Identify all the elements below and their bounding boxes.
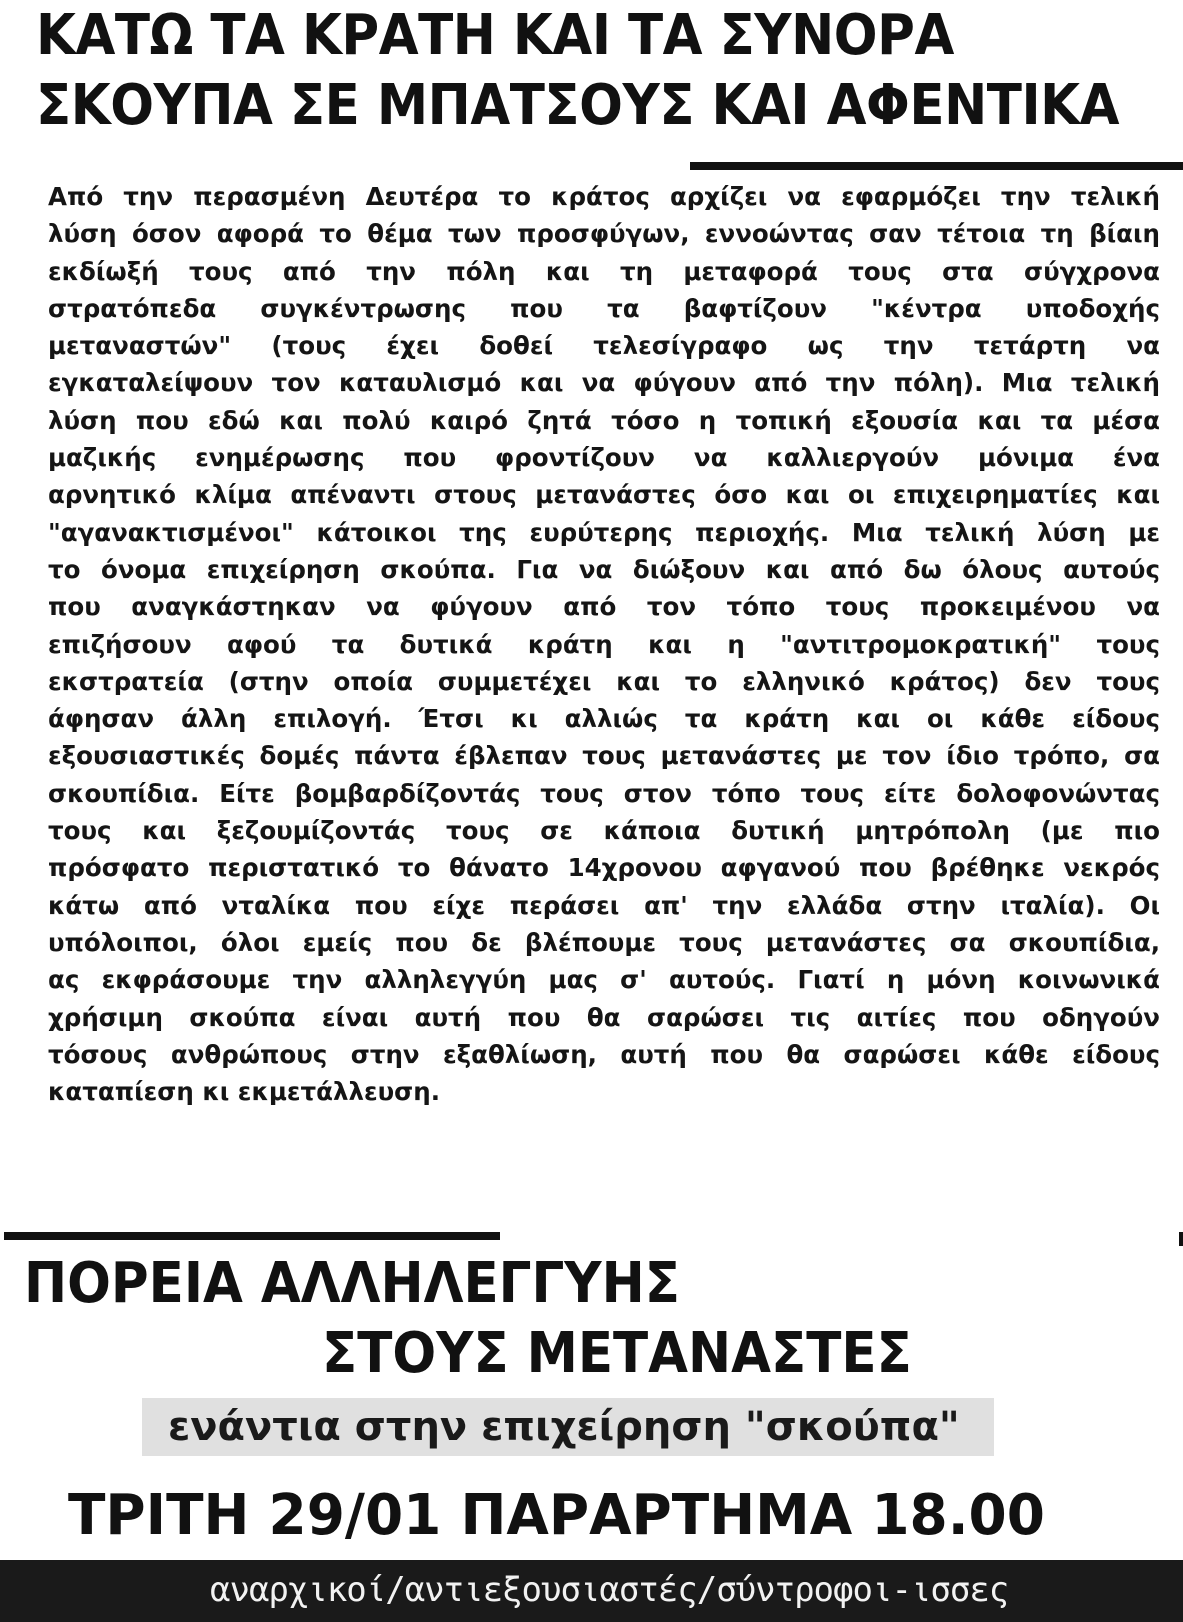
headline-line-2: ΣΚΟΥΠΑ ΣΕ ΜΠΑΤΣΟΥΣ ΚΑΙ ΑΦΕΝΤΙΚΑ — [36, 73, 1120, 138]
middle-divider — [4, 1232, 500, 1240]
body-line: πρόσφατο περιστατικό το θάνατο 14χρονου αφγανού που βρέθηκε νεκρός — [48, 853, 1160, 883]
edge-mark — [1179, 1232, 1183, 1246]
body-line: το όνομα επιχείρηση σκούπα. Για να διώξουν και από δω όλους αυτούς — [48, 554, 1160, 584]
body-line: Από την περασμένη Δευτέρα το κράτος αρχίζει να εφαρμόζει την τελική — [48, 182, 1160, 211]
body-line: "αγανακτισμένοι" κάτοικοι της ευρύτερης περιοχής. Μια τελική λύση με — [48, 517, 1160, 547]
march-subtitle: ενάντια στην επιχείρηση "σκούπα" — [168, 1404, 960, 1450]
body-line: λύση όσον αφορά το θέμα των προσφύγων, εννοώντας σαν τέτοια τη βίαιη — [48, 219, 1160, 249]
body-line: εξουσιαστικές δομές πάντα έβλεπαν τους μετανάστες με τον ίδιο τρόπο, σα — [48, 741, 1160, 771]
body-line: μαζικής ενημέρωσης που φροντίζουν να καλλιεργούν μόνιμα ένα — [48, 443, 1160, 473]
body-line: ας εκφράσουμε την αλληλεγγύη μας σ' αυτούς. Γιατί η μόνη κοινωνικά — [48, 965, 1160, 995]
march-title-line-1: ΠΟΡΕΙΑ ΑΛΛΗΛΕΓΓΥΗΣ — [24, 1251, 680, 1316]
body-line: εκδίωξή τους από την πόλη και τη μεταφορά τους στα σύγχρονα — [48, 256, 1160, 286]
body-line: υπόλοιποι, όλοι εμείς που δε βλέπουμε τους μετανάστες σα σκουπίδια, — [48, 927, 1160, 957]
body-line: εγκαταλείψουν τον καταυλισμό και να φύγουν από την πόλη). Μια τελική — [48, 368, 1160, 398]
top-divider — [690, 162, 1183, 170]
event-date-place-time: ΤΡΙΤΗ 29/01 ΠΑΡΑΡΤΗΜΑ 18.00 — [68, 1483, 1045, 1548]
body-line: επιζήσουν αφού τα δυτικά κράτη και η "αντιτρομοκρατική" τους — [48, 629, 1160, 659]
body-line: τόσους ανθρώπους στην εξαθλίωση, αυτή που θα σαρώσει κάθε είδους — [48, 1039, 1160, 1069]
body-line: μεταναστών" (τους έχει δοθεί τελεσίγραφο ως την τετάρτη να — [48, 331, 1160, 361]
body-line: λύση που εδώ και πολύ καιρό ζητά τόσο η τοπική εξουσία και τα μέσα — [48, 405, 1160, 435]
body-line: σκουπίδια. Είτε βομβαρδίζοντάς τους στον τόπο τους είτε δολοφονώντας — [48, 778, 1160, 808]
body-line: κάτω από νταλίκα που είχε περάσει απ' την ελλάδα στην ιταλία). Οι — [48, 890, 1160, 920]
footer-signature: αναρχικοί/αντιεξουσιαστές/σύντροφοι-ισσες — [210, 1570, 1009, 1610]
headline-line-1: ΚΑΤΩ ΤΑ ΚΡΑΤΗ ΚΑΙ ΤΑ ΣΥΝΟΡΑ — [36, 3, 954, 68]
march-title-line-2: ΣΤΟΥΣ ΜΕΤΑΝΑΣΤΕΣ — [322, 1321, 912, 1386]
body-text — [48, 178, 1160, 1110]
body-line: τους και ξεζουμίζοντάς τους σε κάποια δυτική μητρόπολη (με πιο — [48, 816, 1160, 846]
body-line: καταπίεση κι εκμετάλλευση. — [48, 1077, 440, 1107]
body-line: εκστρατεία (στην οποία συμμετέχει και το ελληνικό κράτος) δεν τους — [48, 666, 1160, 696]
body-line: χρήσιμη σκούπα είναι αυτή που θα σαρώσει τις αιτίες που οδηγούν — [48, 1002, 1160, 1032]
body-line: αρνητικό κλίμα απέναντι στους μετανάστες όσο και οι επιχειρηματίες και — [48, 480, 1160, 510]
body-line: στρατόπεδα συγκέντρωσης που τα βαφτίζουν "κέντρα υποδοχής — [48, 293, 1160, 323]
body-line: που αναγκάστηκαν να φύγουν από τον τόπο τους προκειμένου να — [48, 592, 1160, 622]
body-line: άφησαν άλλη επιλογή. Έτσι κι αλλιώς τα κράτη και οι κάθε είδους — [48, 704, 1160, 734]
